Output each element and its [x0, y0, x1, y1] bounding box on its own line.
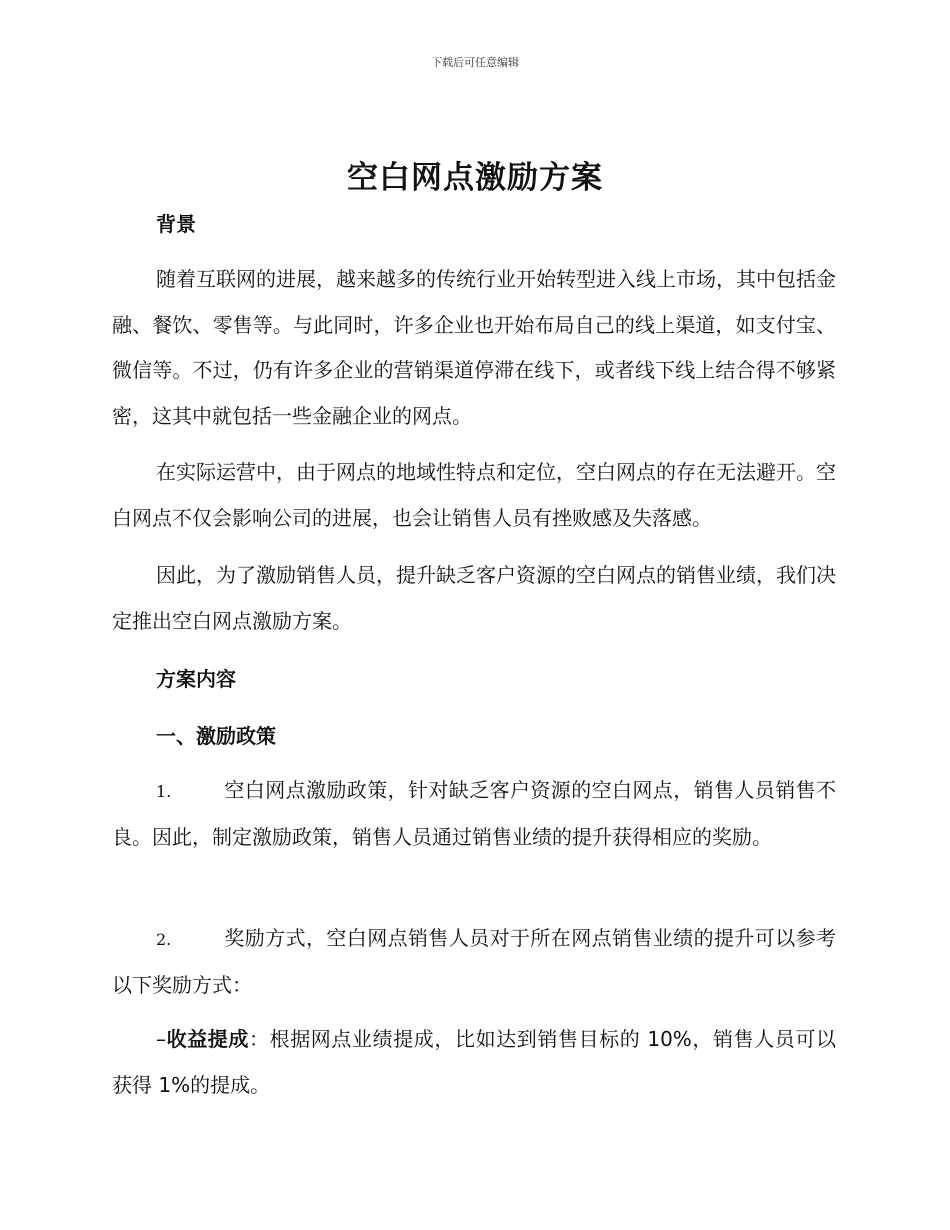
list-item-text [112, 768, 836, 860]
paragraph-text: 因此，为了激励销售人员，提升缺乏客户资源的空白网点的销售业绩，我们决定推出空白网点激励方案。 [112, 563, 836, 633]
paragraph-background-2 [112, 450, 836, 541]
list-item-1 [112, 768, 836, 860]
bullet-dash: – [156, 1027, 166, 1051]
bullet-body: ：根据网点业绩提成，比如达到销售目标的 10%，销售人员可以获得 1%的提成。 [112, 1027, 836, 1097]
document-title: 空白网点激励方案 [347, 160, 603, 196]
list-item-2 [112, 916, 836, 1008]
paragraph-background-3 [112, 553, 836, 644]
paragraph-text: 在实际运营中，由于网点的地域性特点和定位，空白网点的存在无法避开。空白网点不仅会影响公司的进展，也会让销售人员有挫败感及失落感。 [112, 460, 836, 530]
bullet-commission [112, 1017, 836, 1108]
paragraph-background-1 [112, 257, 836, 439]
heading-incentive-policy: 一、激励政策 [156, 724, 276, 748]
heading-plan-content: 方案内容 [156, 667, 236, 691]
list-item-body: 空白网点激励政策，针对缺乏客户资源的空白网点，销售人员销售不良。因此，制定激励政策，销售人员通过销售业绩的提升获得相应的奖励。 [112, 778, 836, 849]
header-note: 下载后可任意编辑 [431, 56, 519, 69]
bullet-label: 收益提成 [166, 1027, 249, 1051]
list-item-number: 2. [156, 930, 172, 949]
bullet-text [112, 1017, 836, 1108]
paragraph-text: 随着互联网的进展，越来越多的传统行业开始转型进入线上市场，其中包括金融、餐饮、零售等。与此同时，许多企业也开始布局自己的线上渠道，如支付宝、微信等。不过，仍有许多企业的营销渠道停滞在线下，或者线下线上结合得不够紧密，这其中就包括一些金融企业的网点。 [112, 267, 836, 428]
list-item-text [112, 916, 836, 1008]
list-item-body: 奖励方式，空白网点销售人员对于所在网点销售业绩的提升可以参考以下奖励方式： [112, 926, 836, 997]
list-item-number: 1. [156, 782, 172, 801]
heading-background: 背景 [156, 212, 196, 236]
